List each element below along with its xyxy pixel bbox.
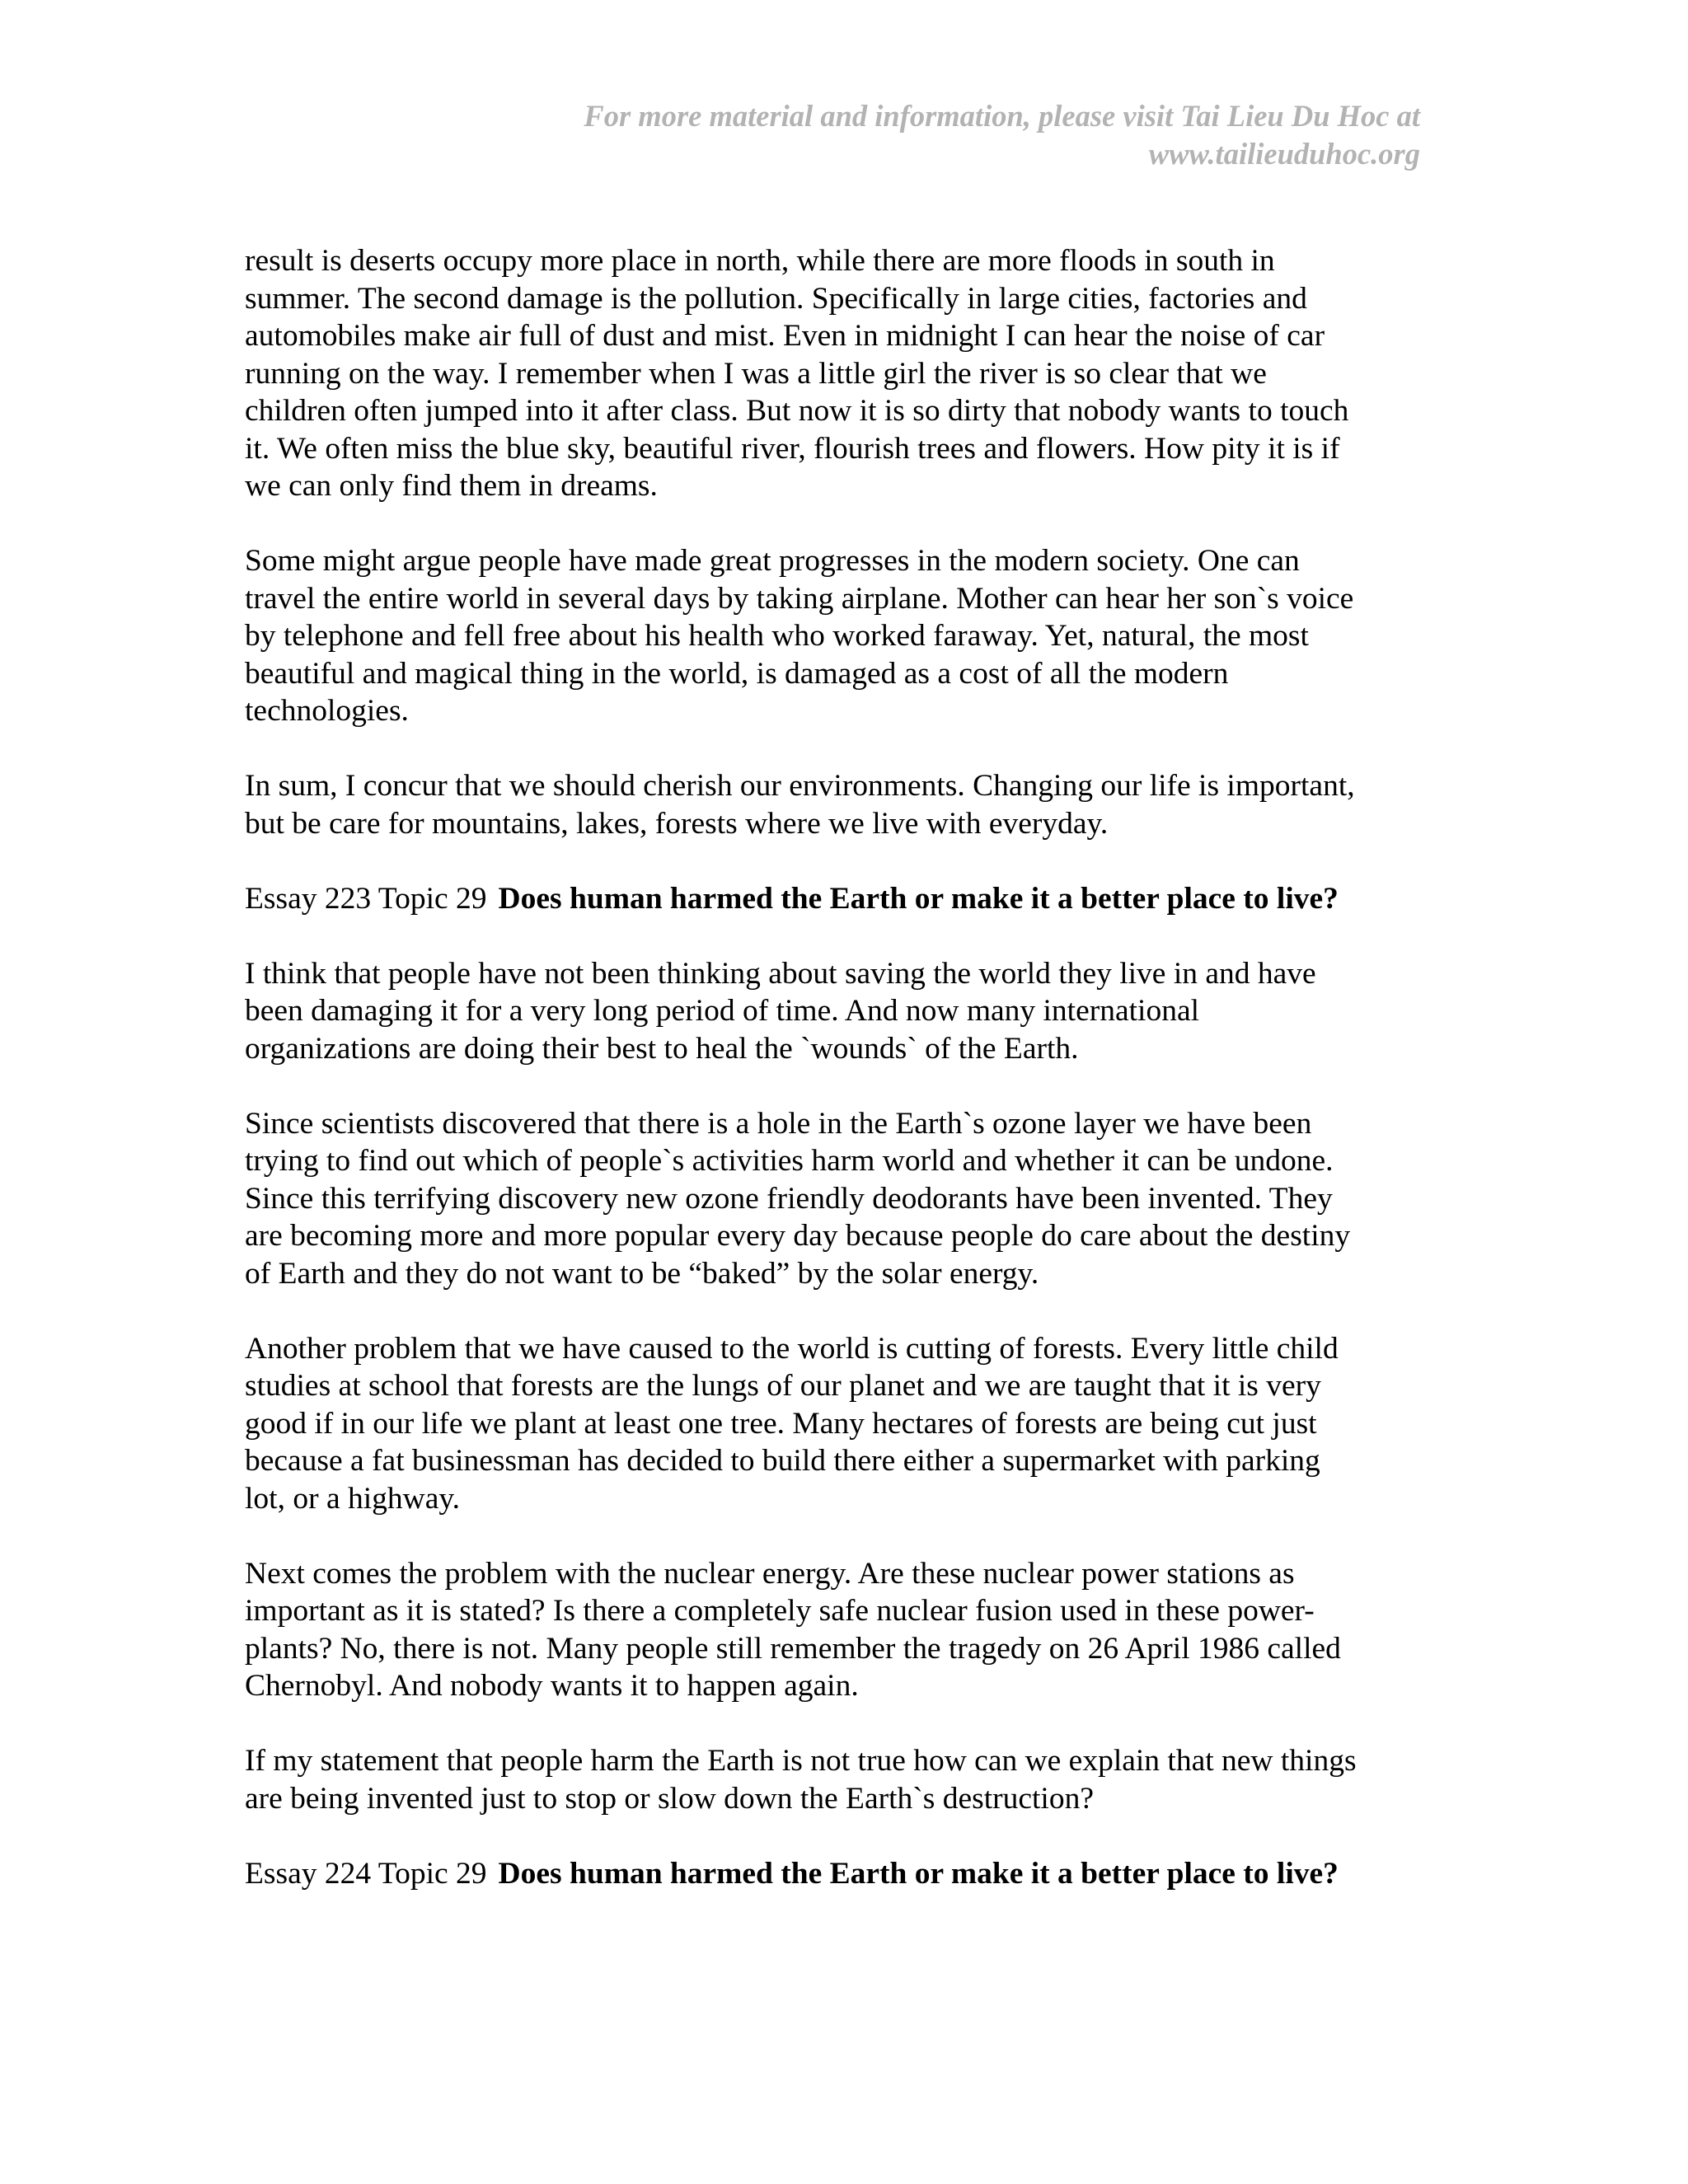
paragraph-counterargument [245, 542, 1432, 730]
text-line: I think that people have not been thinking about saving the world they live in and have [245, 956, 1316, 991]
text-line: travel the entire world in several days by taking airplane. Mother can hear her son`s voice [245, 581, 1354, 616]
paragraph-conclusion [245, 767, 1432, 842]
text-line: lot, or a highway. [245, 1481, 461, 1516]
text-line: are becoming more and more popular every day because people do care about the destiny [245, 1219, 1351, 1253]
header-line-1: For more material and information, please visit Tai Lieu Du Hoc at [584, 99, 1420, 133]
text-line: beautiful and magical thing in the world, is damaged as a cost of all the modern [245, 656, 1229, 691]
paragraph-statement [245, 1742, 1432, 1817]
text-line: important as it is stated? Is there a completely safe nuclear fusion used in these power- [245, 1594, 1315, 1628]
text-line: we can only find them in dreams. [245, 469, 658, 503]
paragraph-forests [245, 1330, 1432, 1518]
text-line: it. We often miss the blue sky, beautiful river, flourish trees and flowers. How pity it is if [245, 431, 1340, 466]
text-line: Another problem that we have caused to the world is cutting of forests. Every little child [245, 1331, 1339, 1366]
text-line: studies at school that forests are the lungs of our planet and we are taught that it is very [245, 1369, 1321, 1403]
essay-224-heading [245, 1855, 1432, 1893]
paragraph-pollution [245, 242, 1432, 505]
text-line: trying to find out which of people`s activities harm world and whether it can be undone. [245, 1144, 1334, 1178]
text-line: technologies. [245, 694, 409, 728]
document-body [245, 242, 1432, 1930]
text-line: Some might argue people have made great progresses in the modern society. One can [245, 544, 1300, 578]
text-line: of Earth and they do not want to be “baked” by the solar energy. [245, 1256, 1039, 1291]
paragraph-ozone [245, 1105, 1432, 1293]
text-line: automobiles make air full of dust and mist. Even in midnight I can hear the noise of car [245, 319, 1325, 353]
text-line: summer. The second damage is the pollution. Specifically in large cities, factories and [245, 281, 1307, 316]
text-line: plants? No, there is not. Many people still remember the tragedy on 26 April 1986 called [245, 1631, 1341, 1666]
text-line: because a fat businessman has decided to build there either a supermarket with parking [245, 1444, 1320, 1478]
header-website: www.tailieuduhoc.org [1148, 137, 1420, 171]
essay-title: Does human harmed the Earth or make it a better place to live? [498, 881, 1339, 916]
essay-223-heading [245, 880, 1432, 918]
text-line: In sum, I concur that we should cherish our environments. Changing our life is important, [245, 769, 1355, 803]
essay-label: Essay 223 Topic 29 [245, 881, 487, 916]
text-line: Next comes the problem with the nuclear energy. Are these nuclear power stations as [245, 1556, 1295, 1591]
text-line: children often jumped into it after class. But now it is so dirty that nobody wants to touch [245, 394, 1349, 428]
text-line: running on the way. I remember when I was a little girl the river is so clear that we [245, 356, 1267, 391]
text-line: Since scientists discovered that there is a hole in the Earth`s ozone layer we have been [245, 1106, 1312, 1141]
text-line: but be care for mountains, lakes, forests where we live with everyday. [245, 806, 1109, 841]
text-line: organizations are doing their best to heal the `wounds` of the Earth. [245, 1031, 1079, 1066]
text-line: by telephone and fell free about his health who worked faraway. Yet, natural, the most [245, 619, 1309, 653]
essay-label: Essay 224 Topic 29 [245, 1856, 487, 1891]
paragraph-introduction [245, 955, 1432, 1068]
text-line: If my statement that people harm the Earth is not true how can we explain that new things [245, 1744, 1357, 1778]
page-header [349, 97, 1420, 173]
essay-title: Does human harmed the Earth or make it a better place to live? [498, 1856, 1339, 1891]
text-line: Chernobyl. And nobody wants it to happen again. [245, 1669, 859, 1703]
text-line: Since this terrifying discovery new ozone friendly deodorants have been invented. They [245, 1181, 1333, 1216]
text-line: good if in our life we plant at least one tree. Many hectares of forests are being cut just [245, 1406, 1317, 1441]
text-line: are being invented just to stop or slow down the Earth`s destruction? [245, 1781, 1094, 1816]
text-line: result is deserts occupy more place in north, while there are more floods in south in [245, 244, 1275, 278]
paragraph-nuclear [245, 1555, 1432, 1705]
text-line: been damaging it for a very long period of time. And now many international [245, 994, 1200, 1028]
